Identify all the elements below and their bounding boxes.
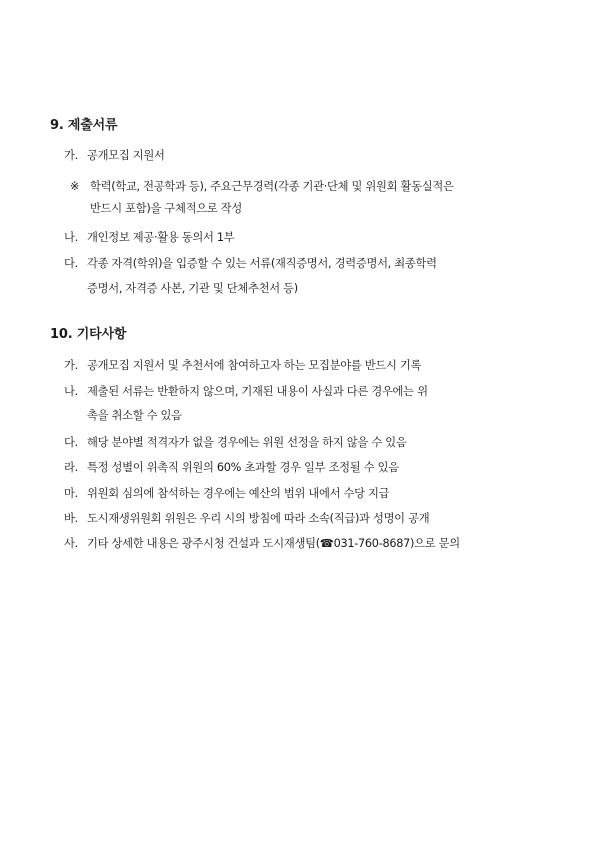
item-label: 다.	[64, 436, 78, 449]
section-10-item-da	[64, 434, 406, 450]
item-label: 사.	[64, 537, 78, 550]
section-10-item-ra	[64, 459, 399, 475]
item-label: 가.	[64, 149, 78, 162]
item-text: 공개모집 지원서	[87, 149, 165, 162]
section-10-item-na	[64, 383, 428, 399]
section-10-item-sa	[64, 535, 460, 551]
item-text: 제출된 서류는 반환하지 않으며, 기재된 내용이 사실과 다른 경우에는 위	[87, 385, 428, 398]
section-10-title: 10. 기타사항	[50, 327, 127, 342]
item-label: 다.	[64, 257, 78, 270]
item-label: 바.	[64, 512, 78, 525]
item-label: 라.	[64, 461, 78, 474]
section-9-note-continuation: 반드시 포함)을 구체적으로 작성	[90, 202, 242, 215]
item-text: 각종 자격(학위)을 입증할 수 있는 서류(재직증명서, 경력증명서, 최종학력	[87, 257, 437, 270]
section-9-item-da	[64, 255, 437, 271]
section-10-item-na-continuation: 촉을 취소할 수 있음	[87, 409, 182, 422]
section-9-title: 9. 제출서류	[50, 118, 118, 133]
section-9-item-da-continuation: 증명서, 자격증 사본, 기관 및 단체추천서 등)	[87, 282, 298, 295]
item-text: 해당 분야별 적격자가 없을 경우에는 위원 선정을 하지 않을 수 있음	[87, 436, 407, 449]
section-9-item-ga	[64, 147, 165, 163]
section-10-item-ma	[64, 485, 389, 501]
note-mark: ※	[70, 180, 80, 193]
item-label: 나.	[64, 385, 78, 398]
section-10-item-ga	[64, 357, 421, 373]
note-text: 학력(학교, 전공학과 등), 주요근무경력(각종 기관·단체 및 위원회 활동실적은	[90, 180, 454, 193]
section-10-item-ba	[64, 510, 429, 526]
item-text: 도시재생위원회 위원은 우리 시의 방침에 따라 소속(직급)과 성명이 공개	[87, 512, 430, 525]
item-text: 공개모집 지원서 및 추천서에 참여하고자 하는 모집분야를 반드시 기록	[87, 359, 422, 372]
item-text: 특정 성별이 위촉직 위원의 60% 초과할 경우 일부 조정될 수 있음	[87, 461, 399, 474]
item-label: 마.	[64, 487, 78, 500]
item-label: 가.	[64, 359, 78, 372]
item-text: 기타 상세한 내용은 광주시청 건설과 도시재생팀(☎031-760-8687)으로 문의	[87, 537, 460, 550]
item-text: 개인정보 제공·활용 동의서 1부	[87, 231, 235, 244]
section-9-note	[70, 178, 454, 194]
section-9-item-na	[64, 229, 234, 245]
item-text: 위원회 심의에 참석하는 경우에는 예산의 범위 내에서 수당 지급	[87, 487, 390, 500]
item-label: 나.	[64, 231, 78, 244]
